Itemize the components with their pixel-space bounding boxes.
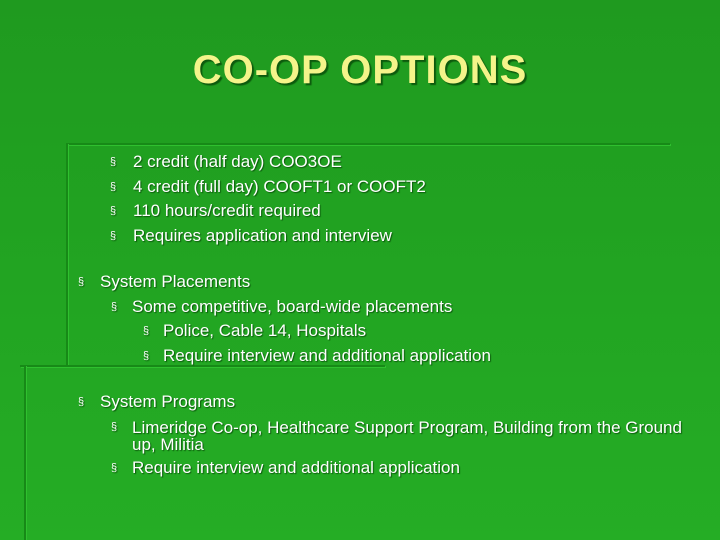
bullet-icon: § bbox=[110, 156, 117, 168]
list-item: § Requires application and interview bbox=[110, 224, 670, 249]
placements-section bbox=[78, 270, 698, 368]
list-item: § 110 hours/credit required bbox=[110, 199, 670, 224]
bullet-icon: § bbox=[111, 300, 118, 313]
programs-section bbox=[78, 390, 688, 480]
list-item: § Limeridge Co-op, Healthcare Support Program, Building from the Ground up, Militia bbox=[111, 417, 682, 454]
bullet-icon: § bbox=[78, 396, 85, 408]
list-item: § Require interview and additional application bbox=[78, 456, 688, 481]
list-item bbox=[78, 390, 688, 415]
decorative-line bbox=[24, 365, 26, 540]
list-item: § 2 credit (half day) COO3OE bbox=[110, 150, 670, 175]
decorative-line bbox=[66, 143, 68, 365]
bullet-icon: § bbox=[143, 349, 150, 362]
list-item: § Police, Cable 14, Hospitals bbox=[78, 319, 698, 344]
list-item: § 4 credit (full day) COOFT1 or COOFT2 bbox=[110, 175, 670, 200]
list-item: § Some competitive, board-wide placements bbox=[78, 295, 698, 320]
list-item: § Require interview and additional application bbox=[78, 344, 698, 369]
bullet-icon: § bbox=[78, 276, 85, 288]
options-list bbox=[110, 150, 670, 248]
slide-title: CO-OP OPTIONS bbox=[192, 48, 528, 92]
programs-heading: System Programs bbox=[100, 392, 236, 411]
bullet-icon: § bbox=[110, 180, 117, 193]
list-item bbox=[78, 270, 698, 295]
bullet-icon: § bbox=[143, 325, 150, 337]
bullet-icon: § bbox=[111, 420, 118, 433]
bullet-icon: § bbox=[111, 461, 118, 474]
bullet-icon: § bbox=[110, 205, 117, 217]
placements-heading: System Placements bbox=[100, 272, 251, 291]
bullet-icon: § bbox=[110, 229, 117, 242]
decorative-line bbox=[66, 143, 670, 145]
